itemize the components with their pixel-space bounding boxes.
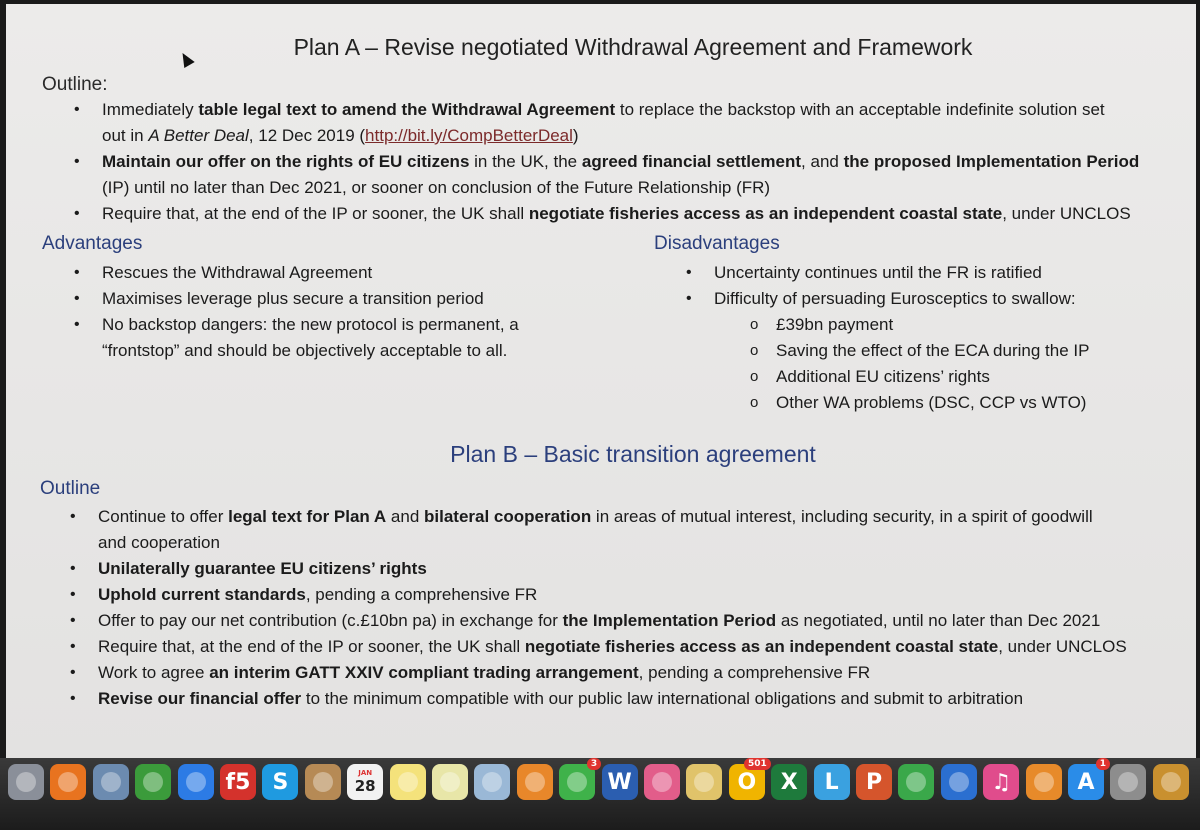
bold-text: negotiate fisheries access as an independent coastal state xyxy=(524,637,999,656)
text-run: Rescues the Withdrawal Agreement xyxy=(102,263,373,282)
text-run: , under UNCLOS xyxy=(998,637,1127,656)
text-run: Saving the effect of the ECA during the IP xyxy=(776,341,1090,360)
bold-text: the proposed Implementation Period xyxy=(843,152,1140,171)
calendar-icon[interactable] xyxy=(347,764,383,800)
excel-glyph: X xyxy=(780,769,798,795)
bullet-item xyxy=(102,260,622,286)
excel-icon[interactable] xyxy=(771,764,807,800)
text-run: as negotiated, until no later than Dec 2021 xyxy=(776,611,1101,630)
photos-icon[interactable] xyxy=(644,764,680,800)
icon-shape xyxy=(1118,772,1138,792)
icon-shape xyxy=(440,772,460,792)
text-run: to replace the backstop with an acceptable indefinite solution set xyxy=(615,100,1105,119)
text-run: Work to agree xyxy=(98,663,210,682)
icon-shape xyxy=(949,772,969,792)
sub-bullet-item xyxy=(776,312,1194,338)
bold-text: bilateral cooperation xyxy=(424,507,592,526)
bullet-item xyxy=(102,123,1196,149)
preview-icon[interactable] xyxy=(93,764,129,800)
text-run: Other WA problems (DSC, CCP vs WTO) xyxy=(776,393,1087,412)
calendar-month: JAN xyxy=(358,769,373,777)
contacts-icon[interactable] xyxy=(305,764,341,800)
icon-shape xyxy=(482,772,502,792)
word-glyph: W xyxy=(607,769,632,795)
word-icon[interactable] xyxy=(602,764,638,800)
icon-shape xyxy=(398,772,418,792)
bold-text: legal text for Plan A xyxy=(228,507,387,526)
icon-shape xyxy=(567,772,587,792)
icon-shape xyxy=(906,772,926,792)
dock xyxy=(0,758,1200,830)
bullet-item xyxy=(98,504,1196,530)
plan-a-advantages-label: Advantages xyxy=(42,233,143,254)
itunes-glyph: ♫ xyxy=(991,769,1012,795)
bullet-item xyxy=(98,608,1196,634)
text-run: No backstop dangers: the new protocol is permanent, a xyxy=(102,315,519,334)
plan-a-disadvantages-list xyxy=(714,260,1194,416)
bullet-item xyxy=(98,660,1196,686)
text-run: , 12 Dec 2019 ( xyxy=(248,126,366,145)
text-run: and cooperation xyxy=(98,533,220,552)
text-run: £39bn payment xyxy=(776,315,894,334)
text-run: Require that, at the end of the IP or sooner, the UK shall xyxy=(98,637,525,656)
bullet-item xyxy=(98,582,1196,608)
icon-shape xyxy=(313,772,333,792)
icon-shape xyxy=(143,772,163,792)
bold-text: table legal text to amend the Withdrawal Agreement xyxy=(198,100,616,119)
text-run: Uncertainty continues until the FR is ratified xyxy=(714,263,1042,282)
text-run: (IP) until no later than Dec 2021, or sooner on conclusion of the Future Relationship (FR) xyxy=(102,178,771,197)
text-run: Difficulty of persuading Eurosceptics to swallow: xyxy=(714,289,1076,308)
icon-shape xyxy=(1034,772,1054,792)
powerpoint-icon[interactable] xyxy=(856,764,892,800)
wifi-sharing-icon[interactable] xyxy=(1153,764,1189,800)
plan-a-advantages-list xyxy=(102,260,622,364)
bullet-item xyxy=(102,338,622,364)
outlook-icon[interactable] xyxy=(729,759,767,800)
plan-a-title: Plan A – Revise negotiated Withdrawal Agreement and Framework xyxy=(293,34,973,60)
lync-glyph: L xyxy=(824,769,839,795)
screenshot-icon[interactable] xyxy=(474,764,510,800)
text-run: , pending a comprehensive FR xyxy=(305,585,538,604)
text-run: , pending a comprehensive FR xyxy=(638,663,871,682)
itunes-icon[interactable] xyxy=(983,764,1019,800)
bullet-item xyxy=(102,286,622,312)
icon-shape xyxy=(58,772,78,792)
text-run: Offer to pay our net contribution (c.£10bn pa) in exchange for xyxy=(98,611,563,630)
text-run: to the minimum compatible with our public law international obligations and submit to arbitration xyxy=(301,689,1024,708)
ibooks-icon[interactable] xyxy=(1026,764,1062,800)
text-run: , and xyxy=(801,152,844,171)
plan-a-outline-list xyxy=(102,97,1196,227)
text-run: Continue to offer xyxy=(98,507,229,526)
calendar-day: 28 xyxy=(354,777,376,795)
bold-text: Unilaterally guarantee EU citizens’ rights xyxy=(98,559,427,578)
firefox-icon[interactable] xyxy=(50,764,86,800)
powerpoint-glyph: P xyxy=(865,769,883,795)
bold-text: agreed financial settlement xyxy=(581,152,802,171)
bullet-item xyxy=(102,312,622,338)
text-run: Immediately xyxy=(102,100,199,119)
icon-shape xyxy=(694,772,714,792)
mail-icon[interactable] xyxy=(686,764,722,800)
keynote-icon[interactable] xyxy=(941,764,977,800)
text-run: Require that, at the end of the IP or sooner, the UK shall xyxy=(102,204,529,223)
bold-text: Maintain our offer on the rights of EU citizens xyxy=(102,152,470,171)
bullet-item xyxy=(98,556,1196,582)
text-run: , under UNCLOS xyxy=(1002,204,1131,223)
icon-shape xyxy=(101,772,121,792)
document-page xyxy=(6,4,1196,758)
plan-b-outline-list xyxy=(98,504,1196,712)
icon-shape xyxy=(1161,772,1181,792)
bold-text: negotiate fisheries access as an independent coastal state xyxy=(528,204,1003,223)
text-run: out in xyxy=(102,126,149,145)
plan-a-outline-label: Outline: xyxy=(42,74,108,95)
text-run: Maximises leverage plus secure a transition period xyxy=(102,289,484,308)
plan-b-outline-label: Outline xyxy=(40,478,101,499)
bullet-item xyxy=(102,97,1196,123)
f5-glyph: f5 xyxy=(225,769,251,795)
facetime-icon[interactable] xyxy=(559,759,598,800)
bullet-item xyxy=(714,260,1194,286)
notification-badge: 1 xyxy=(1096,758,1110,770)
sub-bullet-item xyxy=(776,364,1194,390)
icon-shape xyxy=(16,772,36,792)
skype-glyph: S xyxy=(272,769,289,795)
notes-icon[interactable] xyxy=(390,764,426,800)
chrome-icon[interactable] xyxy=(135,764,171,800)
stickies-icon[interactable] xyxy=(432,764,468,800)
lync-icon[interactable] xyxy=(814,764,850,800)
notification-badge: 501 xyxy=(744,758,771,770)
skype-icon[interactable] xyxy=(262,764,298,800)
bold-text: the Implementation Period xyxy=(562,611,777,630)
launchpad-icon[interactable] xyxy=(8,764,44,800)
bit-ly-link[interactable]: http://bit.ly/CompBetterDeal xyxy=(365,126,573,145)
wifi-app-icon[interactable] xyxy=(517,764,553,800)
system-preferences-icon[interactable] xyxy=(1110,764,1146,800)
bullet-item xyxy=(98,530,1196,556)
text-run: Additional EU citizens’ rights xyxy=(776,367,990,386)
sub-bullet-item xyxy=(776,338,1194,364)
bold-text: Uphold current standards xyxy=(98,585,306,604)
icon-shape xyxy=(186,772,206,792)
bullet-item xyxy=(102,149,1196,175)
sub-bullet-item xyxy=(776,390,1194,416)
outlook-glyph: O xyxy=(737,769,757,795)
appstore-icon[interactable] xyxy=(1068,759,1106,800)
icon-shape xyxy=(652,772,672,792)
bold-text: an interim GATT XXIV compliant trading arrangement xyxy=(209,663,639,682)
plan-a-disadvantages-label: Disadvantages xyxy=(654,233,780,254)
text-run: ) xyxy=(572,126,579,145)
bullet-item xyxy=(714,286,1194,312)
notification-badge: 3 xyxy=(587,758,601,770)
bullet-item xyxy=(102,201,1196,227)
text-run: in the UK, the xyxy=(469,152,582,171)
bold-text: Revise our financial offer xyxy=(98,689,302,708)
text-run: and xyxy=(386,507,424,526)
bullet-item xyxy=(98,634,1196,660)
plan-b-title: Plan B – Basic transition agreement xyxy=(450,441,816,467)
italic-text: A Better Deal xyxy=(148,126,249,145)
text-run: “frontstop” and should be objectively acceptable to all. xyxy=(102,341,508,360)
numbers-icon[interactable] xyxy=(898,764,934,800)
bullet-item xyxy=(102,175,1196,201)
f5-icon[interactable] xyxy=(220,764,256,800)
bullet-item xyxy=(98,686,1196,712)
appstore-glyph: A xyxy=(1077,769,1095,795)
text-run: in areas of mutual interest, including security, in a spirit of goodwill xyxy=(591,507,1093,526)
safari-icon[interactable] xyxy=(178,764,214,800)
icon-shape xyxy=(525,772,545,792)
